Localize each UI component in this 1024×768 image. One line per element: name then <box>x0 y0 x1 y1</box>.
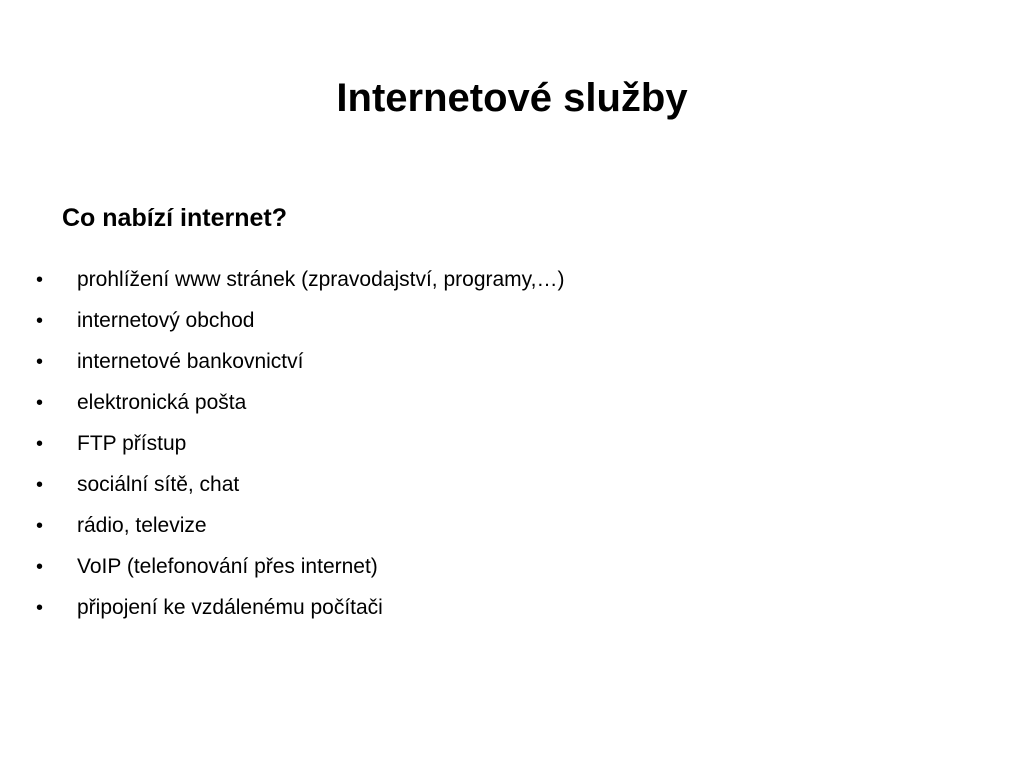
list-item <box>36 301 564 342</box>
bullet-icon: • <box>36 473 44 496</box>
slide-title: Internetové služby <box>336 76 688 120</box>
list-item <box>36 464 564 505</box>
bullet-icon: • <box>36 433 44 455</box>
list-item-text: připojení ke vzdálenému počítači <box>77 595 383 619</box>
list-item-text: sociální sítě, chat <box>77 472 240 496</box>
bullet-icon: • <box>36 392 44 415</box>
list-item-text: prohlížení www stránek (zpravodajství, programy,…) <box>77 268 565 292</box>
list-item <box>36 260 564 301</box>
bullet-list <box>36 260 564 628</box>
list-item-text: VoIP (telefonování přes internet) <box>77 554 378 578</box>
slide-subtitle: Co nabízí internet? <box>62 204 287 232</box>
list-item-text: elektronická pošta <box>77 391 247 415</box>
list-item <box>36 546 564 587</box>
bullet-icon: • <box>36 269 44 292</box>
bullet-icon: • <box>36 310 44 333</box>
list-item <box>36 505 564 546</box>
list-item <box>36 424 564 465</box>
list-item-text: internetové bankovnictví <box>77 350 304 374</box>
list-item-text: FTP přístup <box>77 432 187 455</box>
list-item-text: internetový obchod <box>77 309 255 333</box>
bullet-icon: • <box>36 555 44 578</box>
bullet-icon: • <box>36 514 44 537</box>
bullet-icon: • <box>36 351 44 374</box>
list-item <box>36 383 564 424</box>
list-item-text: rádio, televize <box>77 513 207 537</box>
list-item <box>36 587 564 628</box>
bullet-icon: • <box>36 596 44 619</box>
list-item <box>36 342 564 383</box>
